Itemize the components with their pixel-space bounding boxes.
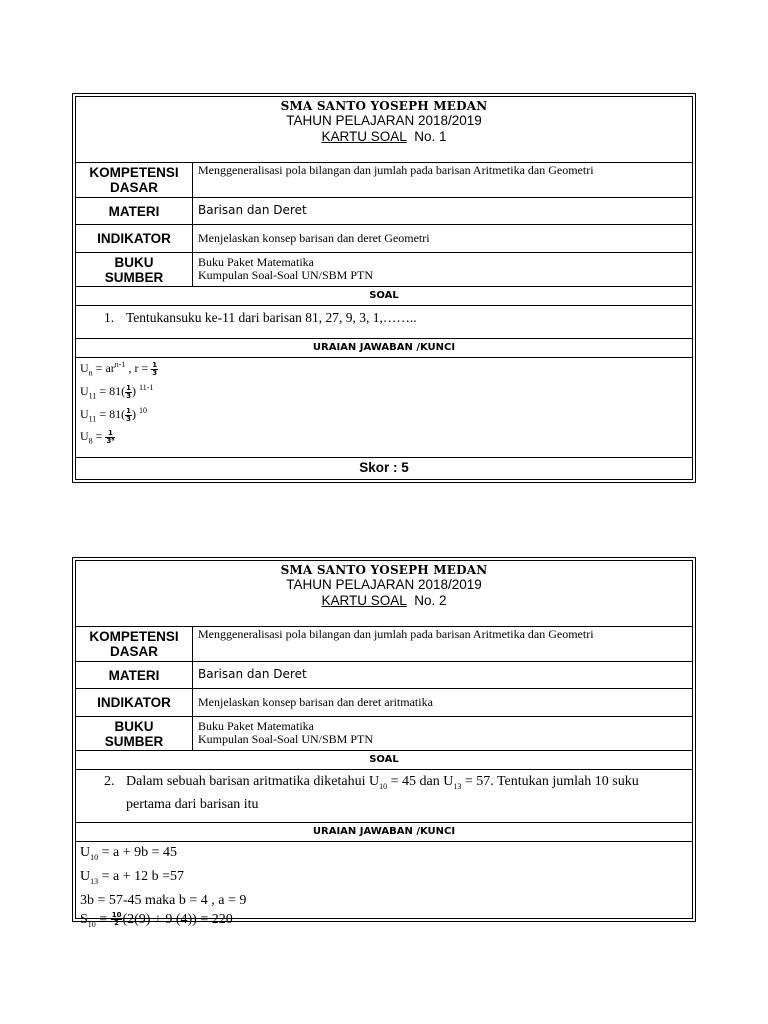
card-title <box>76 129 692 145</box>
school-name: SMA SANTO YOSEPH MEDAN <box>280 99 488 113</box>
value-materi: Barisan dan Deret <box>198 203 307 217</box>
question <box>76 306 692 339</box>
answer-line-3: 3b = 57-45 maka b = 4 , a = 9 <box>80 892 247 908</box>
fraction: $\frac{1}{3}$ <box>152 360 158 377</box>
academic-year: TAHUN PELAJARAN 2018/2019 <box>286 113 482 128</box>
question-text: Tentukansuku ke-11 dari barisan 81, 27, 9, 3, 1,…….. <box>126 310 417 325</box>
row-materi <box>76 662 692 689</box>
answer-header: URAIAN JAWABAN /KUNCI <box>76 339 692 358</box>
fraction: $\frac{1}{3}$ <box>126 383 132 400</box>
answer-line-2: $U_{13} = a + 12$ b =57 <box>80 868 185 886</box>
row-buku-sumber <box>76 253 692 287</box>
fraction: $\frac{1}{3}$ <box>126 406 132 423</box>
answer-line-2: $U_{11} = 81$( $\frac{1}{3}$ ) $^{11-1}$ <box>80 383 154 401</box>
label-materi: MATERI <box>76 198 193 224</box>
value-materi: Barisan dan Deret <box>198 667 307 681</box>
value-kompetensi: Menggeneralisasi pola bilangan dan jumlah pada barisan Aritmetika dan Geometri <box>198 163 594 177</box>
card-frame <box>75 96 693 480</box>
fraction: $\frac{1}{\text{3⁶}}$ <box>106 428 115 445</box>
label-kompetensi: KOMPETENSI DASAR <box>76 162 193 197</box>
answer-body <box>80 843 688 933</box>
school-name: SMA SANTO YOSEPH MEDAN <box>280 563 488 577</box>
row-kompetensi <box>76 162 692 198</box>
label-materi: MATERI <box>76 662 193 688</box>
question-card-2 <box>72 557 696 929</box>
label-kompetensi: KOMPETENSI DASAR <box>76 626 193 661</box>
answer-header: URAIAN JAWABAN /KUNCI <box>76 823 692 842</box>
value-buku-sumber: Buku Paket Matematika Kumpulan Soal-Soal UN/SBM PTN <box>198 719 374 746</box>
label-buku-sumber: BUKU SUMBER <box>76 253 193 286</box>
question-card-1 <box>72 93 696 483</box>
card-number: No. 1 <box>414 129 447 144</box>
soal-header: SOAL <box>76 287 692 306</box>
score: Skor : 5 <box>359 460 409 475</box>
card-header <box>76 561 692 627</box>
value-kompetensi: Menggeneralisasi pola bilangan dan jumlah pada barisan Aritmetika dan Geometri <box>198 627 594 641</box>
label-buku-sumber: BUKU SUMBER <box>76 717 193 750</box>
row-indikator <box>76 225 692 253</box>
question-text: Dalam sebuah barisan aritmatika diketahui $U_{10} = 45$ dan $U_{13} = 57$. Tentukan jumlah 10 suku pertama dari barisan itu <box>126 774 639 812</box>
answer-line-4: $S_{10}$ = $\frac{10}{2}$ (2(9) + 9 (4)) = 220 <box>80 910 233 929</box>
card-number: No. 2 <box>414 593 447 608</box>
value-indikator: Menjelaskan konsep barisan dan deret aritmatika <box>198 695 433 709</box>
question-number: 2. <box>104 774 115 789</box>
card-title <box>76 593 692 609</box>
row-kompetensi <box>76 626 692 662</box>
question <box>76 770 692 823</box>
card-frame <box>75 560 693 929</box>
answer-line-3: $U_{11} = 81$( $\frac{1}{3}$ ) $^{10}$ <box>80 406 148 424</box>
value-indikator: Menjelaskan konsep barisan dan deret Geometri <box>198 231 430 245</box>
card-label: KARTU SOAL <box>321 129 407 144</box>
row-indikator <box>76 689 692 717</box>
label-indikator: INDIKATOR <box>76 689 193 716</box>
card-label: KARTU SOAL <box>321 593 407 608</box>
academic-year: TAHUN PELAJARAN 2018/2019 <box>286 577 482 592</box>
answer-body <box>80 360 688 452</box>
fraction: $\frac{10}{2}$ <box>111 910 122 927</box>
answer-line-1: $U_{10} = a + 9b = 45$ <box>80 845 178 862</box>
label-indikator: INDIKATOR <box>76 225 193 252</box>
question-number: 1. <box>104 310 115 325</box>
answer-line-4: $U_8$ = $\frac{1}{\text{3⁶}}$ <box>80 428 115 446</box>
value-buku-sumber: Buku Paket Matematika Kumpulan Soal-Soal UN/SBM PTN <box>198 255 374 282</box>
row-buku-sumber <box>76 717 692 751</box>
soal-header: SOAL <box>76 751 692 770</box>
row-materi <box>76 198 692 225</box>
card-header <box>76 97 692 163</box>
answer-line-1: $U_n = ar^{n-1}$ , r = $\frac{1}{3}$ <box>80 360 158 378</box>
